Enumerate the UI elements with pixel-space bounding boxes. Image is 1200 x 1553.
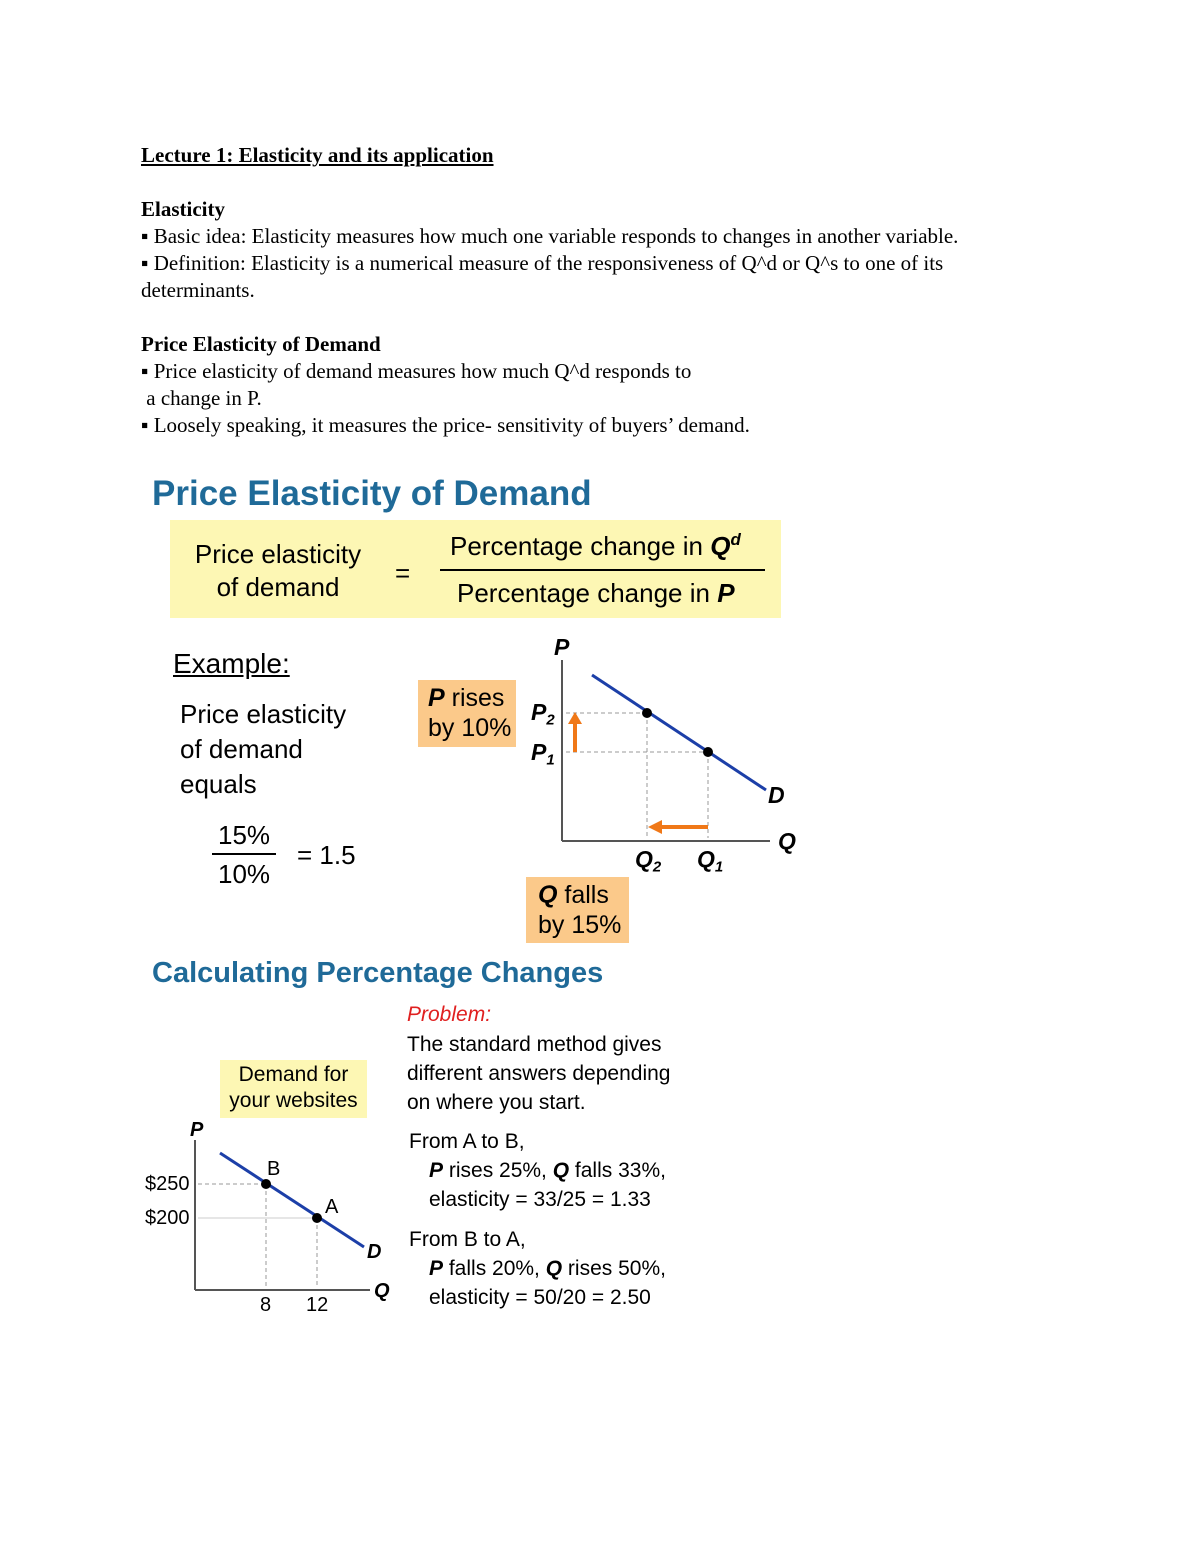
- q-falls-line1: Q falls: [538, 881, 609, 909]
- graph1-p1-label: $P_1$: [531, 739, 555, 769]
- formula-equals: =: [395, 558, 411, 588]
- graph2-price-high: $250: [145, 1173, 190, 1195]
- section-heading-elasticity: Elasticity: [141, 197, 225, 221]
- example-label: Example:: [173, 648, 290, 679]
- bullet-loosely: ▪ Loosely speaking, it measures the price- sensitivity of buyers’ demand.: [141, 413, 750, 437]
- formula-numerator: Percentage change in $Q^d$: [450, 530, 741, 562]
- p-rises-line1: P rises: [428, 684, 505, 712]
- problem-line2: different answers depending: [407, 1062, 671, 1085]
- bullet-definition: ▪ Definition: Elasticity is a numerical measure of the responsiveness of Q^d or Q^s to one of its: [141, 251, 944, 275]
- graph2-point-b-label: B: [267, 1158, 281, 1180]
- graph2-price-low: $200: [145, 1207, 190, 1229]
- formula-denominator: Percentage change in P: [457, 578, 735, 608]
- graph1-p2-label: $P_2$: [531, 699, 555, 729]
- slide1-title: Price Elasticity of Demand: [152, 474, 592, 513]
- graph1-q1-label: $Q_1$: [697, 846, 724, 876]
- slide2-title: Calculating Percentage Changes: [152, 957, 604, 989]
- graph2-demand-curve: [220, 1153, 364, 1247]
- example-line2: of demand: [180, 734, 303, 764]
- q-falls-line2: by 15%: [538, 911, 622, 939]
- problem-line3: on where you start.: [407, 1091, 586, 1114]
- page-title: Lecture 1: Elasticity and its application: [141, 143, 494, 167]
- formula-fraction-bar: [440, 569, 765, 571]
- fraction-result: = 1.5: [297, 840, 356, 870]
- demand-graph-1: [520, 630, 810, 890]
- graph1-point-upper: [642, 708, 652, 718]
- b-to-a-line1: From B to A,: [409, 1228, 526, 1251]
- graph1-point-lower: [703, 747, 713, 757]
- example-line3: equals: [180, 769, 257, 799]
- b-to-a-line2: P falls 20%, Q rises 50%,: [429, 1257, 666, 1280]
- graph2-y-label: P: [190, 1119, 204, 1141]
- formula-lhs-line1: Price elasticity: [194, 539, 362, 569]
- a-to-b-line1: From A to B,: [409, 1130, 525, 1153]
- a-to-b-line3: elasticity = 33/25 = 1.33: [429, 1188, 651, 1211]
- graph1-q2-label: $Q_2$: [635, 846, 662, 876]
- graph1-x-label: Q: [778, 828, 796, 854]
- graph2-point-a-label: A: [325, 1196, 339, 1218]
- graph1-price-arrowhead: [568, 712, 582, 724]
- example-line1: Price elasticity: [180, 699, 347, 729]
- p-rises-line2: by 10%: [428, 714, 512, 742]
- problem-line1: The standard method gives: [407, 1033, 662, 1056]
- demand-box-line1: Demand for: [238, 1063, 349, 1086]
- graph1-y-label: P: [554, 634, 570, 660]
- graph1-demand-curve: [592, 675, 766, 790]
- graph2-curve-label: D: [367, 1241, 382, 1263]
- graph1-qty-arrowhead: [648, 820, 662, 834]
- a-to-b-line2: P rises 25%, Q falls 33%,: [429, 1159, 666, 1182]
- fraction-numerator: 15%: [218, 820, 271, 850]
- fraction-bar: [212, 853, 276, 855]
- graph2-point-a: [312, 1213, 322, 1223]
- bullet-ped-measure: ▪ Price elasticity of demand measures how much Q^d responds to: [141, 359, 692, 383]
- bullet-ped-measure-cont: a change in P.: [141, 386, 262, 410]
- formula-lhs-line2: of demand: [216, 572, 340, 602]
- b-to-a-line3: elasticity = 50/20 = 2.50: [429, 1286, 651, 1309]
- demand-box-line2: your websites: [229, 1089, 358, 1112]
- problem-label: Problem:: [407, 1003, 492, 1026]
- fraction-denominator: 10%: [218, 859, 271, 889]
- bullet-basic-idea: ▪ Basic idea: Elasticity measures how much one variable responds to changes in another variable.: [141, 224, 959, 248]
- section-heading-ped: Price Elasticity of Demand: [141, 332, 381, 356]
- graph2-qty-low: 8: [260, 1294, 272, 1316]
- graph1-curve-label: D: [768, 782, 785, 808]
- bullet-definition-cont: determinants.: [141, 278, 255, 302]
- graph2-x-label: Q: [374, 1280, 390, 1302]
- graph2-qty-high: 12: [306, 1294, 329, 1316]
